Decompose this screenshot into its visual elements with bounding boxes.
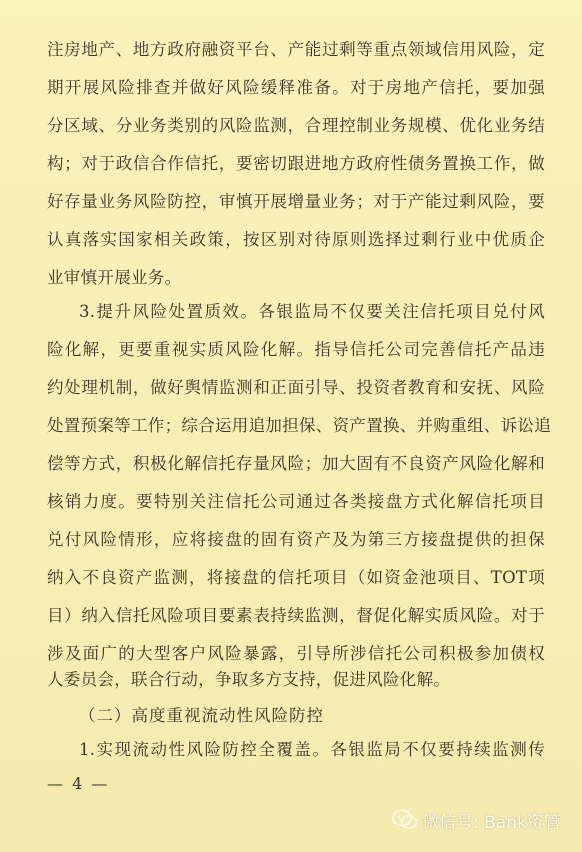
text-line: 处置预案等工作；综合运用追加担保、资产置换、并购重组、诉讼追 [47,416,551,435]
text-line: 涉及面广的大型客户风险暴露，引导所涉信托公司积极参加债权 [47,644,545,663]
section-heading: （二）高度重视流动性风险防控 [79,706,324,725]
text-line: 业审慎开展业务。 [47,268,182,287]
text-line: 好存量业务风险防控，审慎开展增量业务；对于产能过剩风险，要 [47,192,545,211]
text-line: 1.实现流动性风险防控全覆盖。各银监局不仅要持续监测传 [79,740,545,759]
text-line: 兑付风险情形，应将接盘的固有资产及为第三方接盘提供的担保 [47,530,545,549]
text-line: 构；对于政信合作信托，要密切跟进地方政府性债务置换工作，做 [47,154,545,173]
text-line: 偿等方式，积极化解信托存量风险；加大固有不良资产风险化解和 [47,454,545,473]
wechat-icon [392,809,418,831]
paragraph-3-start: 3.提升风险处置质效。各银监局不仅要关注信托项目兑付风 [79,302,545,321]
page-number: — 4 — [47,774,110,793]
text-line: 目）纳入信托风险项目要素表持续监测，督促化解实质风险。对于 [47,606,545,625]
text-line: 分区域、分业务类别的风险监测，合理控制业务规模、优化业务结 [47,116,545,135]
text-line: 约处理机制，做好舆情监测和正面引导、投资者教育和安抚、风险 [47,378,545,397]
text-line: 人委员会，联合行动，争取多方支持，促进风险化解。 [47,670,451,689]
text-line: 期开展风险排查并做好风险缓释准备。对于房地产信托，要加强 [47,78,545,97]
text-line: 注房地产、地方政府融资平台、产能过剩等重点领域信用风险，定 [47,40,545,59]
text-line: 核销力度。要特别关注信托公司通过各类接盘方式化解信托项目 [47,492,545,511]
text-line: 险化解，更要重视实质风险化解。指导信托公司完善信托产品违 [47,340,545,359]
text-line: 认真落实国家相关政策，按区别对待原则选择过剩行业中优质企 [47,230,545,249]
text-line: 纳入不良资产监测，将接盘的信托项目（如资金池项目、TOT项 [47,568,545,587]
watermark [392,808,561,832]
watermark-text: 微信号: Bank资管 [422,812,561,833]
